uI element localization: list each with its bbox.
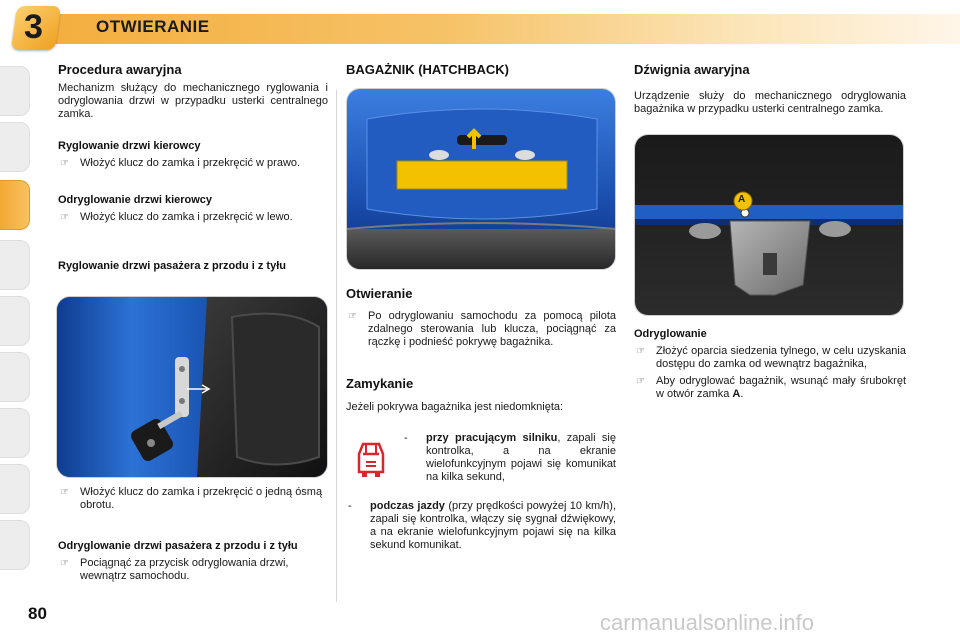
section-heading: Odryglowanie drzwi kierowcy bbox=[58, 194, 213, 206]
car-open-trunk-warning-icon bbox=[354, 440, 388, 480]
finger-pointer-icon: ☞ bbox=[60, 158, 69, 169]
trunk-latch-illustration bbox=[635, 135, 904, 316]
page-number: 80 bbox=[28, 604, 47, 623]
section-heading: Odryglowanie drzwi pasażera z przodu i z tyłu bbox=[58, 540, 298, 552]
closing-item-bold: przy pracującym silniku bbox=[426, 432, 558, 444]
unlock-heading: Odryglowanie bbox=[634, 328, 707, 340]
section-tab-3-active[interactable] bbox=[0, 180, 30, 230]
door-lock-illustration bbox=[57, 297, 328, 478]
chapter-title: OTWIERANIE bbox=[96, 17, 210, 36]
section-tab-7[interactable] bbox=[0, 408, 30, 458]
closing-item-engine-running bbox=[400, 432, 616, 484]
bullet-item: ☞ Złożyć oparcia siedzenia tylnego, w celu uzyskania dostępu do zamka od wewnątrz bagażnika, bbox=[636, 345, 906, 370]
left-column bbox=[58, 62, 328, 121]
section-tab-8[interactable] bbox=[0, 464, 30, 514]
door-lock-photo bbox=[56, 296, 328, 478]
bullet-item: ☞ Włożyć klucz do zamka i przekręcić o jedną ósmą obrotu. bbox=[60, 486, 323, 511]
finger-pointer-icon: ☞ bbox=[60, 212, 69, 223]
dash-mark: - bbox=[348, 500, 352, 512]
section-tab-4[interactable] bbox=[0, 240, 30, 290]
closing-item-text: , zapali się kontrolka, a na ekranie wielofunkcyjnym pojawi się komunikat na kilka sekund, bbox=[426, 432, 616, 483]
section-driver-unlock bbox=[58, 194, 328, 224]
section-tab-2[interactable] bbox=[0, 122, 30, 172]
bullet-item: ☞ Aby odryglować bagażnik, wsunąć mały śrubokręt w otwór zamka A. bbox=[636, 375, 906, 400]
section-heading: Ryglowanie drzwi pasażera z przodu i z tyłu bbox=[58, 260, 286, 272]
bullet-item: ☞ Pociągnąć za przycisk odryglowania drzwi, wewnątrz samochodu. bbox=[60, 557, 289, 582]
closing-heading: Zamykanie bbox=[346, 376, 414, 391]
emergency-procedure-title: Procedura awaryjna bbox=[58, 62, 182, 77]
closing-intro: Jeżeli pokrywa bagażnika jest niedomknięta: bbox=[346, 401, 564, 413]
closing-item-text: (przy prędkości powyżej 10 km/h), zapali się kontrolka, włączy się sygnał dźwiękowy, a na ekranie wielofunkcyjnym pojawi się na kilka sekund komunikat. bbox=[370, 500, 617, 551]
opening-section bbox=[346, 286, 616, 349]
finger-pointer-icon: ☞ bbox=[60, 487, 69, 498]
emergency-lever-intro: Urządzenie służy do mechanicznego odryglowania bagażnika w przypadku usterki centralnego zamka. bbox=[634, 90, 906, 115]
finger-pointer-icon: ☞ bbox=[636, 376, 645, 387]
section-tab-6[interactable] bbox=[0, 352, 30, 402]
trunk-latch-photo bbox=[634, 134, 904, 316]
chapter-number: 3 bbox=[24, 8, 43, 46]
bullet-item: ☞ Włożyć klucz do zamka i przekręcić w prawo. bbox=[60, 157, 301, 169]
section-heading: Ryglowanie drzwi kierowcy bbox=[58, 140, 201, 152]
section-tab-9[interactable] bbox=[0, 520, 30, 570]
section-driver-lock bbox=[58, 140, 328, 170]
bullet-item: ☞ Po odryglowaniu samochodu za pomocą pilota zdalnego sterowania lub klucza, pociągnąć za rączkę i podnieść pokrywę bagażnika. bbox=[348, 310, 616, 348]
right-column bbox=[634, 62, 906, 116]
middle-column-title-block bbox=[346, 62, 616, 77]
closing-section bbox=[346, 376, 616, 414]
finger-pointer-icon: ☞ bbox=[60, 558, 69, 569]
lock-label-a: A bbox=[732, 388, 741, 400]
section-passenger-lock bbox=[58, 260, 328, 272]
column-divider bbox=[336, 90, 337, 602]
dash-mark: - bbox=[404, 432, 408, 444]
section-tab-5[interactable] bbox=[0, 296, 30, 346]
hatchback-title: BAGAŻNIK (HATCHBACK) bbox=[346, 62, 509, 77]
closing-item-bold: podczas jazdy bbox=[370, 500, 445, 512]
bullet-item: ☞ Włożyć klucz do zamka i przekręcić w lewo. bbox=[60, 211, 293, 223]
unlock-section bbox=[634, 328, 906, 401]
emergency-procedure-intro: Mechanizm służący do mechanicznego ryglowania i odryglowania drzwi w przypadku usterki centralnego zamka. bbox=[58, 82, 328, 120]
finger-pointer-icon: ☞ bbox=[348, 311, 357, 322]
watermark: carmanualsonline.info bbox=[600, 610, 815, 635]
tailgate-illustration bbox=[347, 89, 616, 270]
finger-pointer-icon: ☞ bbox=[636, 346, 645, 357]
section-passenger-unlock bbox=[58, 540, 328, 583]
opening-heading: Otwieranie bbox=[346, 286, 413, 301]
latch-label-a: A bbox=[738, 194, 746, 205]
closing-item-driving bbox=[346, 500, 616, 552]
section-tab-1[interactable] bbox=[0, 66, 30, 116]
section-passenger-lock-bullet bbox=[58, 486, 328, 512]
emergency-lever-title: Dźwignia awaryjna bbox=[634, 62, 750, 77]
tailgate-handle-photo bbox=[346, 88, 616, 270]
